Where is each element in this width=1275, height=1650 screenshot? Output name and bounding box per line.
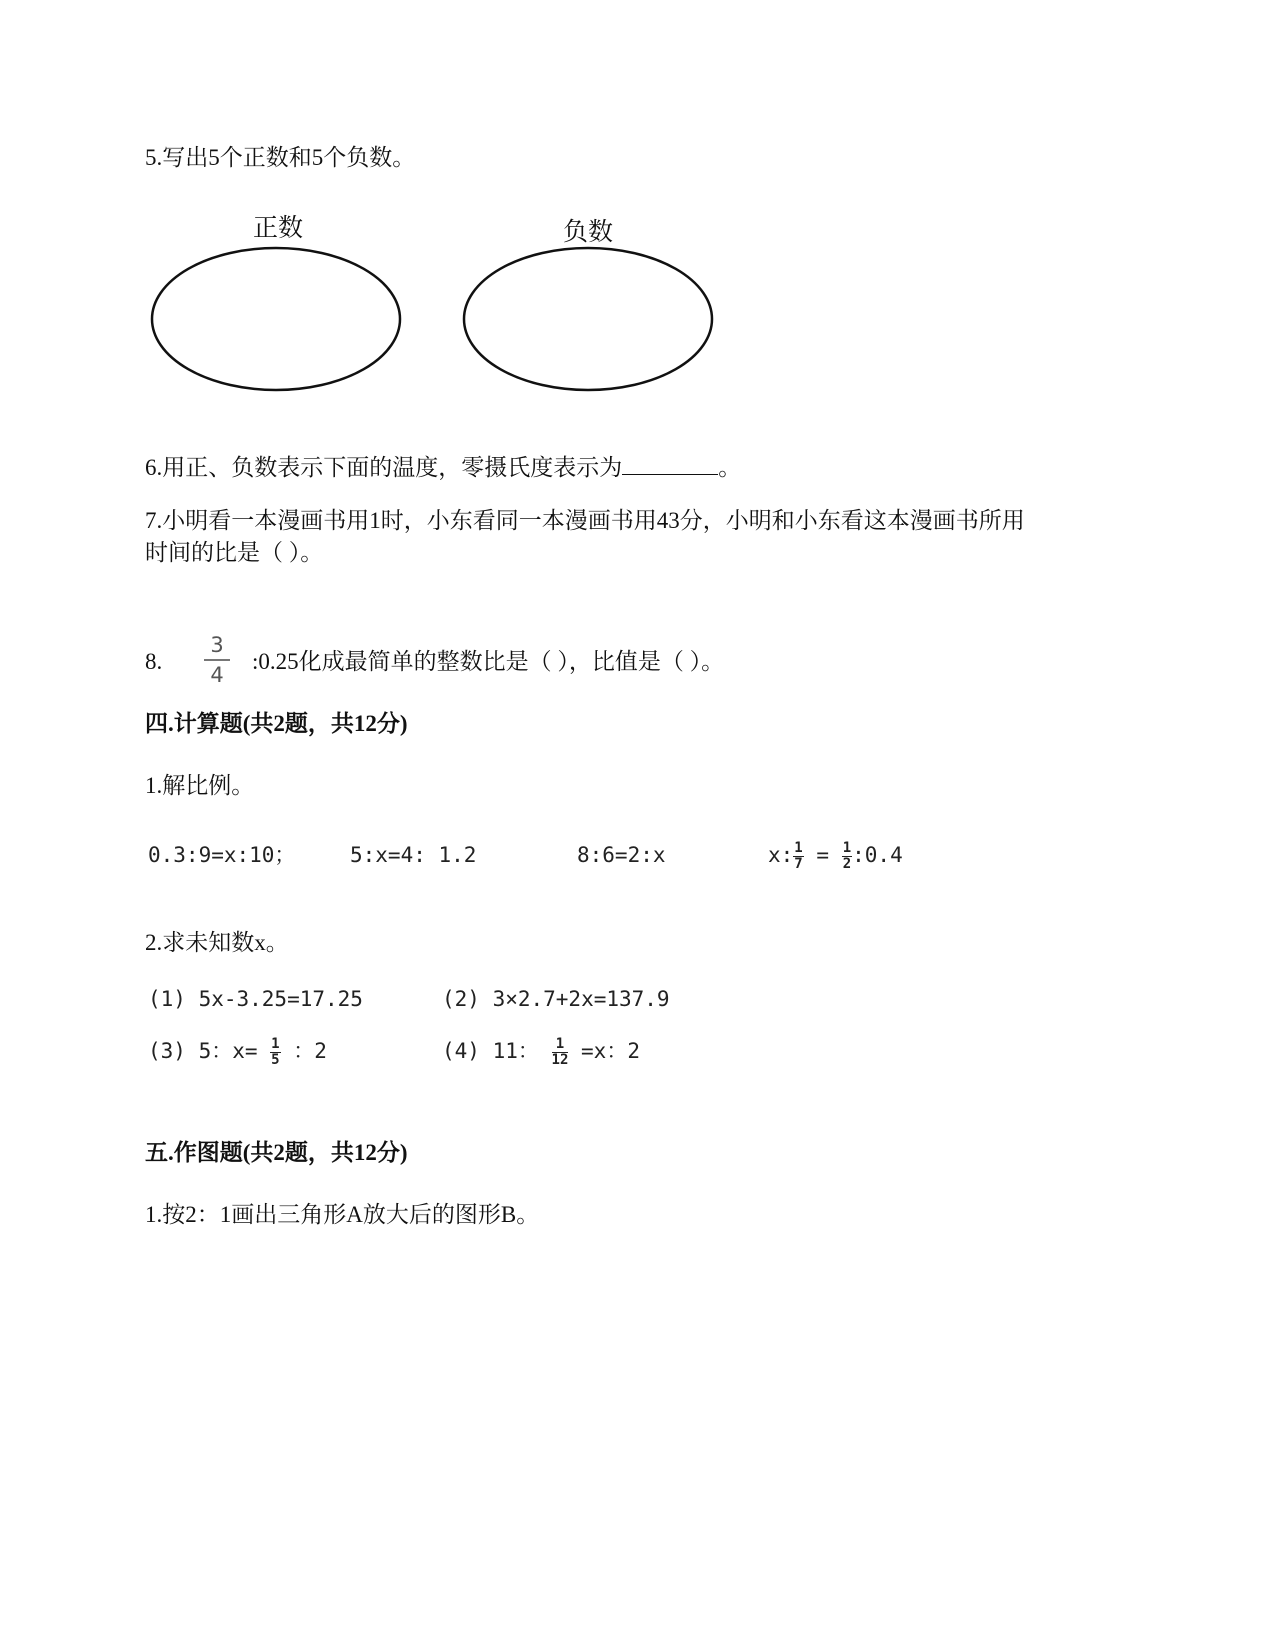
equation-part-2: (2) 3×2.7+2x=137.9 xyxy=(442,987,670,1011)
positive-numbers-ellipse xyxy=(152,248,400,390)
answer-ellipses xyxy=(140,235,730,405)
proportion-equation-3: 8:6=2:x xyxy=(577,843,666,867)
negative-numbers-ellipse xyxy=(464,248,712,390)
question-7-line-2: 时间的比是（ ）。 xyxy=(145,540,324,565)
question-6-text: 6.用正、负数表示下面的温度，零摄氏度表示为 xyxy=(145,455,623,480)
proportion-equation-1: 0.3:9=x:10； xyxy=(148,843,296,867)
answer-blank xyxy=(622,452,718,475)
eq4-part-c: :0.4 xyxy=(852,843,903,867)
fraction-denominator: 2 xyxy=(842,855,852,872)
fraction-numerator: 1 xyxy=(271,1035,280,1052)
proportion-equation-2: 5:x=4: 1.2 xyxy=(350,843,477,867)
p3-part-b: ：2 xyxy=(293,1039,327,1063)
fraction-denominator: 7 xyxy=(794,855,803,872)
fraction-one-half xyxy=(842,841,852,872)
fraction-one-seventh xyxy=(793,841,803,872)
fraction-bar xyxy=(204,659,230,661)
fraction-denominator: 4 xyxy=(210,662,224,687)
question-5-text: 5.写出5个正数和5个负数。 xyxy=(145,145,416,170)
fraction-numerator: 1 xyxy=(552,1037,569,1053)
p3-part-a: (3) 5：x= xyxy=(148,1039,258,1063)
equation-part-1: (1) 5x-3.25=17.25 xyxy=(148,987,363,1011)
question-7-line-1: 7.小明看一本漫画书用1时，小东看同一本漫画书用43分，小明和小东看这本漫画书所用 xyxy=(145,508,1025,533)
positive-numbers-label: 正数 xyxy=(253,213,304,242)
eq4-equals: = xyxy=(816,843,830,867)
fraction-numerator: 1 xyxy=(794,839,803,856)
p4-part-a: (4) 11： xyxy=(442,1039,539,1063)
fraction-numerator: 3 xyxy=(210,633,224,657)
p4-part-b: =x：2 xyxy=(581,1039,640,1063)
section-4-q2-title: 2.求未知数x。 xyxy=(145,930,289,955)
eq4-part-a: x: xyxy=(768,843,794,867)
fraction-one-twelfth xyxy=(552,1037,569,1068)
question-6-suffix: 。 xyxy=(718,455,742,480)
fraction-one-fifth xyxy=(270,1037,280,1068)
section-4-q1-title: 1.解比例。 xyxy=(145,773,255,798)
question-8-number: 8. xyxy=(145,649,163,674)
section-4-heading: 四.计算题(共2题，共12分) xyxy=(145,711,408,736)
fraction-numerator: 1 xyxy=(842,839,852,856)
fraction-three-quarters xyxy=(200,632,234,688)
question-6 xyxy=(145,452,741,483)
fraction-denominator: 12 xyxy=(551,1051,569,1068)
fraction-denominator: 5 xyxy=(271,1051,280,1068)
proportion-equation-4 xyxy=(768,840,903,872)
section-5-heading: 五.作图题(共2题，共12分) xyxy=(145,1140,408,1165)
section-5-q1-text: 1.按2：1画出三角形A放大后的图形B。 xyxy=(145,1202,540,1227)
equation-part-4 xyxy=(442,1036,640,1068)
question-8-text: :0.25化成最简单的整数比是（ ），比值是（ ）。 xyxy=(252,649,725,674)
negative-numbers-label: 负数 xyxy=(563,217,614,246)
equation-part-3 xyxy=(148,1036,327,1068)
